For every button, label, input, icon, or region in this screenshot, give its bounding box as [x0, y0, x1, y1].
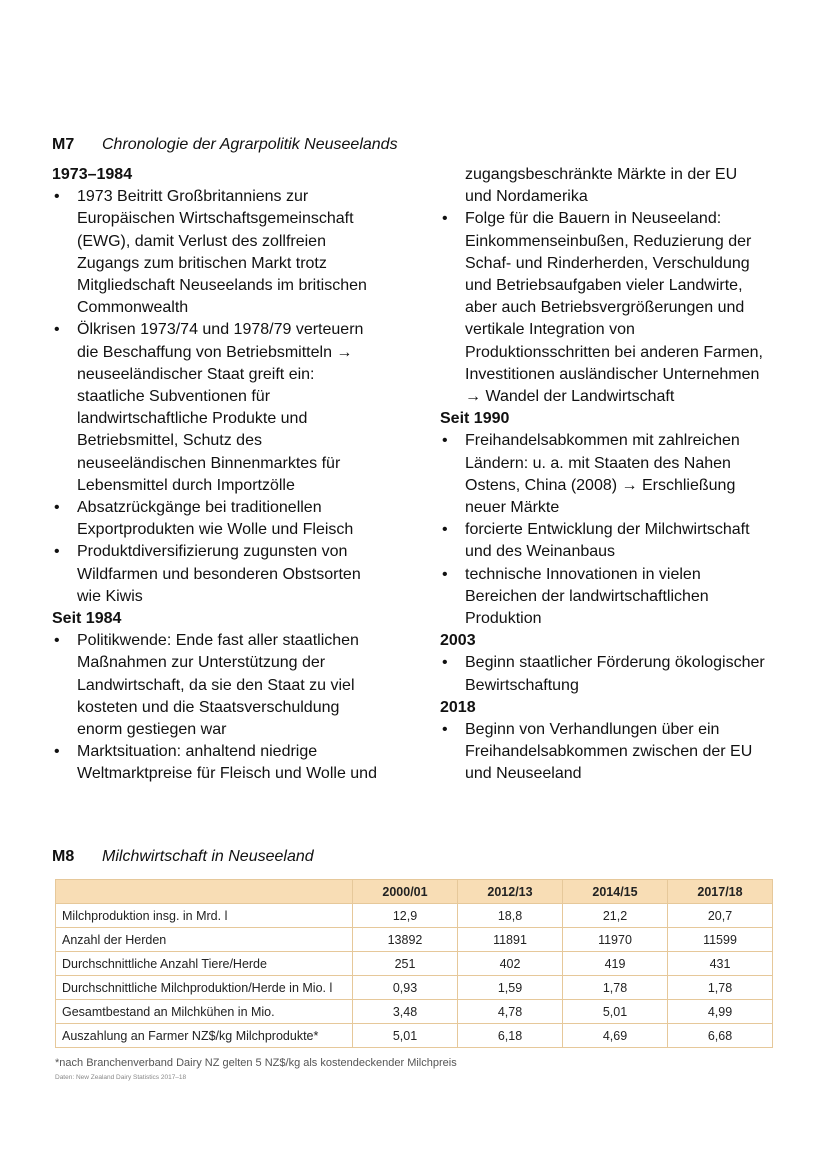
- row-label: Gesamtbestand an Milchkühen in Mio.: [56, 1000, 353, 1024]
- text-line: staatliche Subventionen für: [77, 388, 271, 406]
- text-line: Produktion: [465, 610, 542, 628]
- table-cell: 13892: [353, 928, 458, 952]
- m8-heading: [52, 848, 314, 866]
- table-header-row: [56, 880, 773, 904]
- table-row: [56, 928, 773, 952]
- table-row: [56, 976, 773, 1000]
- m7-title: Chronologie der Agrarpolitik Neuseelands: [102, 136, 398, 153]
- text-line: und Neuseeland: [465, 765, 582, 783]
- table-cell: 419: [563, 952, 668, 976]
- text-line: und des Weinanbaus: [465, 543, 616, 561]
- header-cell: 2014/15: [563, 880, 668, 904]
- bullet-item: [440, 430, 790, 519]
- text-line: Freihandelsabkommen zwischen der EU: [465, 743, 753, 761]
- text-line: • Folge für die Bauern in Neuseeland:: [465, 210, 722, 228]
- text-line: Ländern: u. a. mit Staaten des Nahen: [465, 454, 731, 472]
- text-line: kosteten und die Staatsverschuldung: [77, 698, 340, 716]
- text-line: Einkommenseinbußen, Reduzierung der: [465, 232, 752, 250]
- text-line: Bereichen der landwirtschaftlichen: [465, 587, 709, 605]
- table-cell: 6,68: [668, 1024, 773, 1048]
- text-line: (EWG), damit Verlust des zollfreien: [77, 232, 326, 250]
- bullet-item: [440, 519, 790, 563]
- text-line: landwirtschaftliche Produkte und: [77, 410, 308, 428]
- bullet-item: [52, 741, 397, 785]
- bullet-item: [52, 186, 397, 319]
- table-cell: 1,78: [668, 976, 773, 1000]
- table-cell: 11970: [563, 928, 668, 952]
- text-line: Produktionsschritten bei anderen Farmen,: [465, 343, 763, 361]
- table-cell: 431: [668, 952, 773, 976]
- text-line: Ostens, China (2008) → Erschließung: [465, 476, 736, 494]
- table-cell: 5,01: [563, 1000, 668, 1024]
- bullet-item: [440, 564, 790, 631]
- text-line: • forcierte Entwicklung der Milchwirtschaft: [465, 521, 750, 539]
- text-line: Europäischen Wirtschaftsgemeinschaft: [77, 210, 354, 228]
- table-cell: 11599: [668, 928, 773, 952]
- text-line: die Beschaffung von Betriebsmitteln →: [77, 343, 353, 361]
- text-line: • Freihandelsabkommen mit zahlreichen: [465, 432, 740, 450]
- bullet-item: [52, 630, 397, 741]
- text-line: • Ölkrisen 1973/74 und 1978/79 verteuern: [77, 321, 364, 339]
- text-line: Investitionen ausländischer Unternehmen: [465, 365, 760, 383]
- row-label: Durchschnittliche Milchproduktion/Herde in Mio. l: [56, 976, 353, 1000]
- text-line: • Produktdiversifizierung zugunsten von: [77, 543, 348, 561]
- text-line: • Marktsituation: anhaltend niedrige: [77, 743, 318, 761]
- bullet-item: [440, 652, 790, 696]
- text-line: • Beginn staatlicher Förderung ökologischer: [465, 654, 765, 672]
- header-cell: 2000/01: [353, 880, 458, 904]
- table-row: [56, 1000, 773, 1024]
- text-line: Zugangs zum britischen Markt trotz: [77, 254, 327, 272]
- header-cell: 2017/18: [668, 880, 773, 904]
- bullet-item: [52, 319, 397, 497]
- header-cell: 2012/13: [458, 880, 563, 904]
- text-line: Commonwealth: [77, 299, 189, 317]
- m7-code: M7: [52, 136, 75, 153]
- table-cell: 0,93: [353, 976, 458, 1000]
- table-row: [56, 952, 773, 976]
- bullet-item: [440, 719, 790, 786]
- text-line: Schaf- und Rinderherden, Verschuldung: [465, 254, 750, 272]
- section-heading-seit-1984: Seit 1984: [52, 610, 122, 628]
- table-footnote: *nach Branchenverband Dairy NZ gelten 5 NZ$/kg als kostendeckender Milchpreis: [55, 1057, 457, 1069]
- m8-code: M8: [52, 848, 75, 865]
- text-line: → Wandel der Landwirtschaft: [465, 388, 675, 406]
- chronology-right-column: [440, 164, 790, 786]
- dairy-table: [55, 879, 773, 1048]
- text-line: Bewirtschaftung: [465, 676, 579, 694]
- m8-title: Milchwirtschaft in Neuseeland: [102, 848, 314, 865]
- section-heading-seit-1990: Seit 1990: [440, 410, 510, 428]
- table-cell: 4,99: [668, 1000, 773, 1024]
- text-line: • Absatzrückgänge bei traditionellen: [77, 499, 322, 517]
- table-row: [56, 904, 773, 928]
- text-line: Exportprodukten wie Wolle und Fleisch: [77, 521, 354, 539]
- data-source: Daten: New Zealand Dairy Statistics 2017–18: [55, 1074, 187, 1081]
- table-cell: 21,2: [563, 904, 668, 928]
- text-line: neuseeländischer Staat greift ein:: [77, 365, 315, 383]
- table-cell: 20,7: [668, 904, 773, 928]
- m7-heading: [52, 136, 398, 154]
- table-row: [56, 1024, 773, 1048]
- row-label: Durchschnittliche Anzahl Tiere/Herde: [56, 952, 353, 976]
- text-line: neuer Märkte: [465, 499, 560, 517]
- text-line: Weltmarktpreise für Fleisch und Wolle und: [77, 765, 377, 783]
- text-line: • Beginn von Verhandlungen über ein: [465, 721, 720, 739]
- text-line: zugangsbeschränkte Märkte in der EU: [465, 166, 738, 183]
- header-cell: [56, 880, 353, 904]
- table-cell: 18,8: [458, 904, 563, 928]
- bullet-item: [440, 208, 790, 408]
- text-line: Lebensmittel durch Importzölle: [77, 476, 295, 494]
- table-cell: 5,01: [353, 1024, 458, 1048]
- table-cell: 402: [458, 952, 563, 976]
- text-line: aber auch Betriebsvergrößerungen und: [465, 299, 745, 317]
- text-line: Betriebsmittel, Schutz des: [77, 432, 262, 450]
- text-line: Mitgliedschaft Neuseelands im britischen: [77, 277, 367, 295]
- text-line: enorm gestiegen war: [77, 721, 227, 739]
- section-heading-2018: 2018: [440, 698, 476, 716]
- row-label: Anzahl der Herden: [56, 928, 353, 952]
- table-cell: 1,59: [458, 976, 563, 1000]
- text-line: und Nordamerika: [465, 188, 588, 206]
- table-cell: 4,69: [563, 1024, 668, 1048]
- text-line: und Betriebsaufgaben vieler Landwirte,: [465, 277, 743, 295]
- text-line: • technische Innovationen in vielen: [465, 565, 701, 583]
- section-heading-2003: 2003: [440, 632, 476, 650]
- text-line: neuseeländischen Binnenmarktes für: [77, 454, 341, 472]
- table-cell: 4,78: [458, 1000, 563, 1024]
- row-label: Auszahlung an Farmer NZ$/kg Milchprodukte*: [56, 1024, 353, 1048]
- text-line: • 1973 Beitritt Großbritanniens zur: [77, 188, 309, 206]
- table-cell: 1,78: [563, 976, 668, 1000]
- section-heading-1973-1984: 1973–1984: [52, 166, 133, 183]
- table-cell: 12,9: [353, 904, 458, 928]
- table-cell: 11891: [458, 928, 563, 952]
- text-line: wie Kiwis: [77, 587, 143, 605]
- table-cell: 3,48: [353, 1000, 458, 1024]
- bullet-item: [52, 497, 397, 541]
- text-line: Wildfarmen und besonderen Obstsorten: [77, 565, 361, 583]
- row-label: Milchproduktion insg. in Mrd. l: [56, 904, 353, 928]
- chronology-left-column: [52, 164, 397, 786]
- table-cell: 251: [353, 952, 458, 976]
- text-line: Landwirtschaft, da sie den Staat zu viel: [77, 676, 355, 694]
- bullet-continuation: [440, 164, 790, 208]
- table-cell: 6,18: [458, 1024, 563, 1048]
- text-line: vertikale Integration von: [465, 321, 635, 339]
- text-line: Maßnahmen zur Unterstützung der: [77, 654, 326, 672]
- bullet-item: [52, 541, 397, 608]
- text-line: • Politikwende: Ende fast aller staatlichen: [77, 632, 359, 650]
